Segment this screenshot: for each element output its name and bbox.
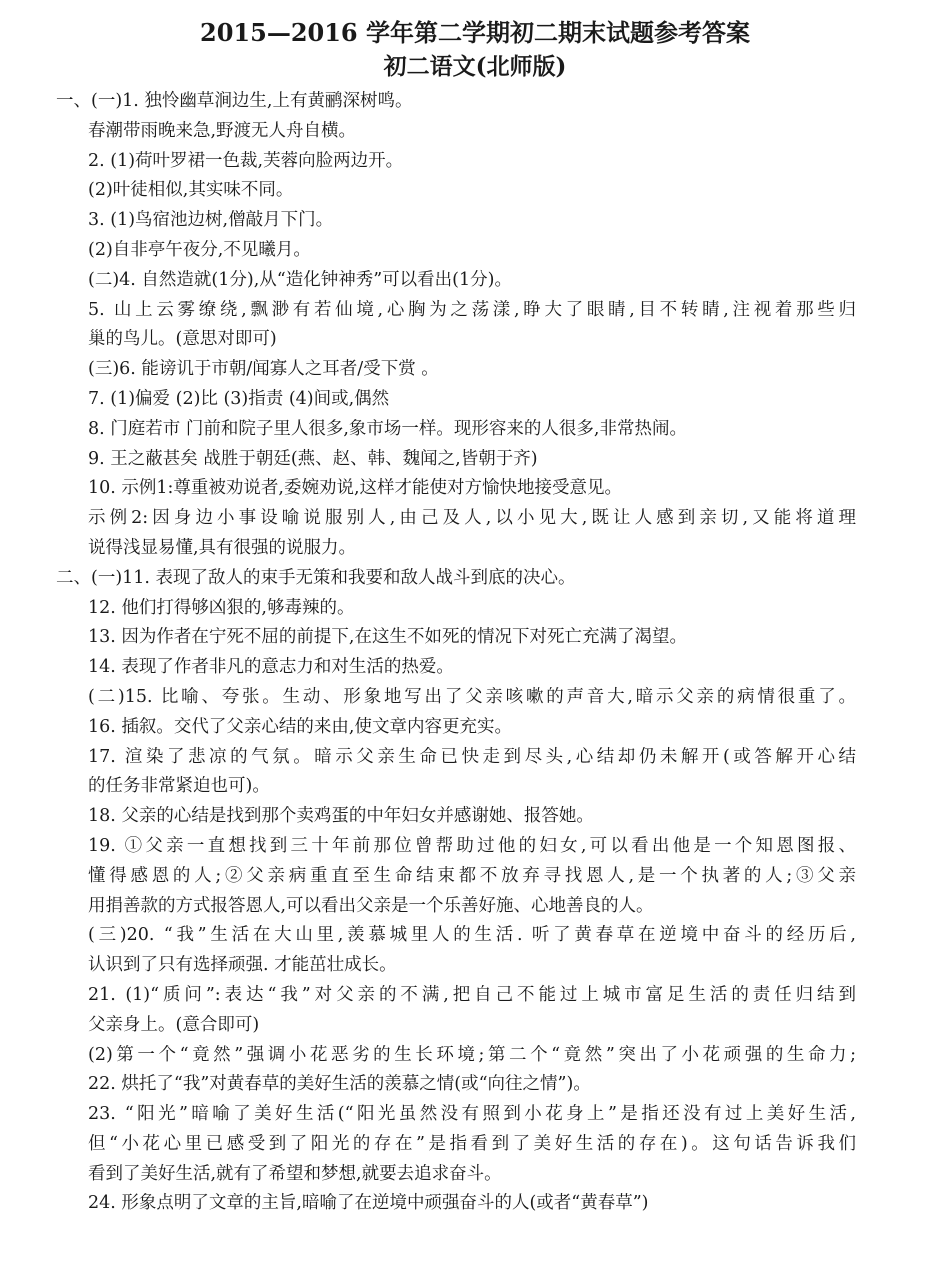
answer-line: 懂得感恩的人;②父亲病重直至生命结束都不放弃寻找恩人,是一个执著的人;③父亲 <box>88 865 856 886</box>
answer-line: 春潮带雨晚来急,野渡无人舟自横。 <box>88 120 357 141</box>
answer-line: 但“小花心里已感受到了阳光的存在”是指看到了美好生活的存在)。这句话告诉我们 <box>88 1133 856 1154</box>
answer-line: 的任务非常紧迫也可)。 <box>88 776 270 797</box>
answer-line: 17. 渲染了悲凉的气氛。暗示父亲生命已快走到尽头,心结却仍未解开(或答解开心结 <box>88 746 856 767</box>
answer-line: (三)20. “我”生活在大山里,羡慕城里人的生活. 听了黄春草在逆境中奋斗的经历后, <box>88 925 856 946</box>
answer-line: 16. 插叙。交代了父亲心结的来由,使文章内容更充实。 <box>88 716 512 737</box>
answer-line: 说得浅显易懂,具有很强的说服力。 <box>88 537 357 558</box>
answer-line: 巢的鸟儿。(意思对即可) <box>88 329 277 350</box>
answer-line: 18. 父亲的心结是找到那个卖鸡蛋的中年妇女并感谢她、报答她。 <box>88 806 594 827</box>
answer-line: 22. 烘托了“我”对黄春草的美好生活的羡慕之情(或“向往之情”)。 <box>88 1074 591 1095</box>
answer-line: 23. “阳光”暗喻了美好生活(“阳光虽然没有照到小花身上”是指还没有过上美好生活, <box>88 1104 856 1125</box>
answer-line: 9. 王之蔽甚矣 战胜于朝廷(燕、赵、韩、魏闻之,皆朝于齐) <box>88 448 538 469</box>
answer-line: (三)6. 能谤讥于市朝/闻寡人之耳者/受下赏 。 <box>88 359 439 380</box>
answer-line: 10. 示例1:尊重被劝说者,委婉劝说,这样才能使对方愉快地接受意见。 <box>88 478 623 499</box>
answer-line: 认识到了只有选择顽强. 才能茁壮成长。 <box>88 955 397 976</box>
answer-line: 父亲身上。(意合即可) <box>88 1014 260 1035</box>
page-title: 2015—2016 学年第二学期初二期末试题参考答案 <box>200 18 750 47</box>
answer-line: (2)自非亭午夜分,不见曦月。 <box>88 239 311 260</box>
answer-line: 看到了美好生活,就有了希望和梦想,就要去追求奋斗。 <box>88 1163 502 1184</box>
page-subtitle: 初二语文(北师版) <box>383 53 567 80</box>
answer-line: (2)叶徒相似,其实味不同。 <box>88 180 294 201</box>
answer-line: (二)15. 比喻、夸张。生动、形象地写出了父亲咳嗽的声音大,暗示父亲的病情很重了。 <box>88 686 856 707</box>
answer-line: 2. (1)荷叶罗裙一色裁,芙蓉向脸两边开。 <box>88 150 404 171</box>
answer-line: (2)第一个“竟然”强调小花恶劣的生长环境;第二个“竟然”突出了小花顽强的生命力; <box>88 1044 856 1065</box>
answer-line: 21. (1)“质问”:表达“我”对父亲的不满,把自己不能过上城市富足生活的责任归结到 <box>88 984 856 1005</box>
answer-line: 示例2:因身边小事设喻说服别人,由己及人,以小见大,既让人感到亲切,又能将道理 <box>88 508 856 529</box>
answer-line: 用捐善款的方式报答恩人,可以看出父亲是一个乐善好施、心地善良的人。 <box>88 895 654 916</box>
answer-list <box>56 87 856 1219</box>
answer-line: 13. 因为作者在宁死不屈的前提下,在这生不如死的情况下对死亡充满了渴望。 <box>88 627 687 648</box>
answer-line: 3. (1)鸟宿池边树,僧敲月下门。 <box>88 210 334 231</box>
answer-line: 一、(一)1. 独怜幽草涧边生,上有黄鹂深树鸣。 <box>56 91 413 111</box>
answer-line: 19. ①父亲一直想找到三十年前那位曾帮助过他的妇女,可以看出他是一个知恩图报、 <box>88 835 856 856</box>
answer-line: 5. 山上云雾缭绕,飘渺有若仙境,心胸为之荡漾,睁大了眼睛,目不转睛,注视着那些归 <box>88 299 856 320</box>
answer-line: 7. (1)偏爱 (2)比 (3)指责 (4)间或,偶然 <box>88 388 390 409</box>
answer-line: 8. 门庭若市 门前和院子里人很多,象市场一样。现形容来的人很多,非常热闹。 <box>88 418 687 439</box>
answer-line: (二)4. 自然造就(1分),从“造化钟神秀”可以看出(1分)。 <box>88 269 512 290</box>
answer-line: 14. 表现了作者非凡的意志力和对生活的热爱。 <box>88 657 454 678</box>
answer-line: 12. 他们打得够凶狠的,够毒辣的。 <box>88 597 355 618</box>
answer-line: 24. 形象点明了文章的主旨,暗喻了在逆境中顽强奋斗的人(或者“黄春草”) <box>88 1193 649 1214</box>
answer-line: 二、(一)11. 表现了敌人的束手无策和我要和敌人战斗到底的决心。 <box>56 567 576 588</box>
